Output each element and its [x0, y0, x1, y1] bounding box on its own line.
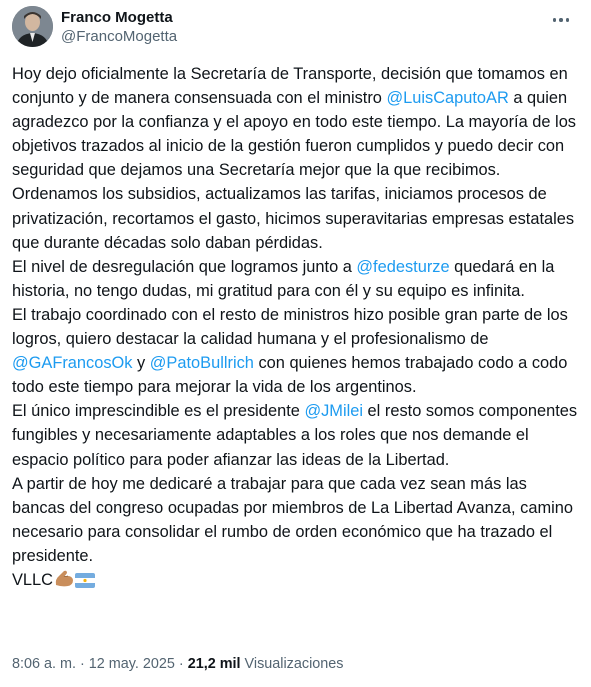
views-count: 21,2 mil	[187, 656, 241, 672]
tweet-paragraph: VLLC	[12, 568, 580, 595]
mention-gafrancosok[interactable]: @GAFrancosOk	[12, 354, 133, 373]
author-names	[61, 9, 177, 47]
tweet-text	[12, 62, 580, 595]
mention-fedesturze[interactable]: @fedesturze	[356, 257, 450, 276]
author-handle[interactable]: @FrancoMogetta	[61, 28, 178, 45]
flexed-biceps-emoji	[54, 570, 74, 595]
argentina-flag-emoji	[75, 571, 95, 595]
mention-luiscaputoar[interactable]: @LuisCaputoAR	[386, 89, 509, 108]
mention-jmilei[interactable]: @JMilei	[304, 402, 363, 421]
tweet-paragraph: El único imprescindible es el presidente @JMilei el resto somos componentes fungibles y necesariamente adaptables a los roles que nos demande el espacio político para poder afianzar las ideas de la Libertad.	[12, 402, 578, 469]
timestamp-time[interactable]: 8:06 a. m.	[12, 656, 76, 672]
tweet-paragraph: A partir de hoy me dedicaré a trabajar para que cada vez sean más las bancas del congreso ocupadas por miembros de La Libertad Avanza, camino necesario para consolidar el rumbo de orden económico que ha trazado el presidente.	[12, 474, 573, 565]
tweet-paragraph: Hoy dejo oficialmente la Secretaría de Transporte, decisión que tomamos en conjunto y de manera consensuada con el ministro @LuisCaputoAR a quien agradezco por la confianza y el apoyo en todo este tiempo. La mayoría de los objetivos trazados al inicio de la gestión fueron cumplidos y puedo decir con seguridad que dejamos una Secretaría mejor que la que recibimos. Ordenamos los subsidios, actualizamos las tarifas, iniciamos procesos de privatización, recortamos el gasto, hicimos superavitarias empresas estatales que durante décadas solo daban pérdidas.	[12, 65, 577, 252]
avatar[interactable]	[12, 6, 53, 47]
more-horizontal-icon	[553, 18, 557, 22]
tweet-paragraph: El nivel de desregulación que logramos junto a @fedesturze quedará en la historia, no tengo dudas, mi gratitud para con él y su equipo es infinita.	[12, 257, 555, 300]
more-button[interactable]	[549, 10, 573, 30]
tweet-paragraph: El trabajo coordinado con el resto de ministros hizo posible gran parte de los logros, quiero destacar la calidad humana y el profesionalismo de @GAFrancosOk y @PatoBullrich con quienes hemos trabajado codo a codo todo este tiempo para mejorar la vida de los argentinos.	[12, 305, 568, 397]
mention-patobullrich[interactable]: @PatoBullrich	[149, 354, 254, 373]
timestamp-date[interactable]: 12 may. 2025	[88, 656, 175, 672]
author-display-name[interactable]: Franco Mogetta	[61, 9, 173, 26]
tweet-header	[12, 6, 177, 47]
views-label: Visualizaciones	[240, 656, 344, 672]
tweet-meta: 8:06 a. m. · 12 may. 2025 · 21,2 mil Visualizaciones	[12, 656, 344, 672]
